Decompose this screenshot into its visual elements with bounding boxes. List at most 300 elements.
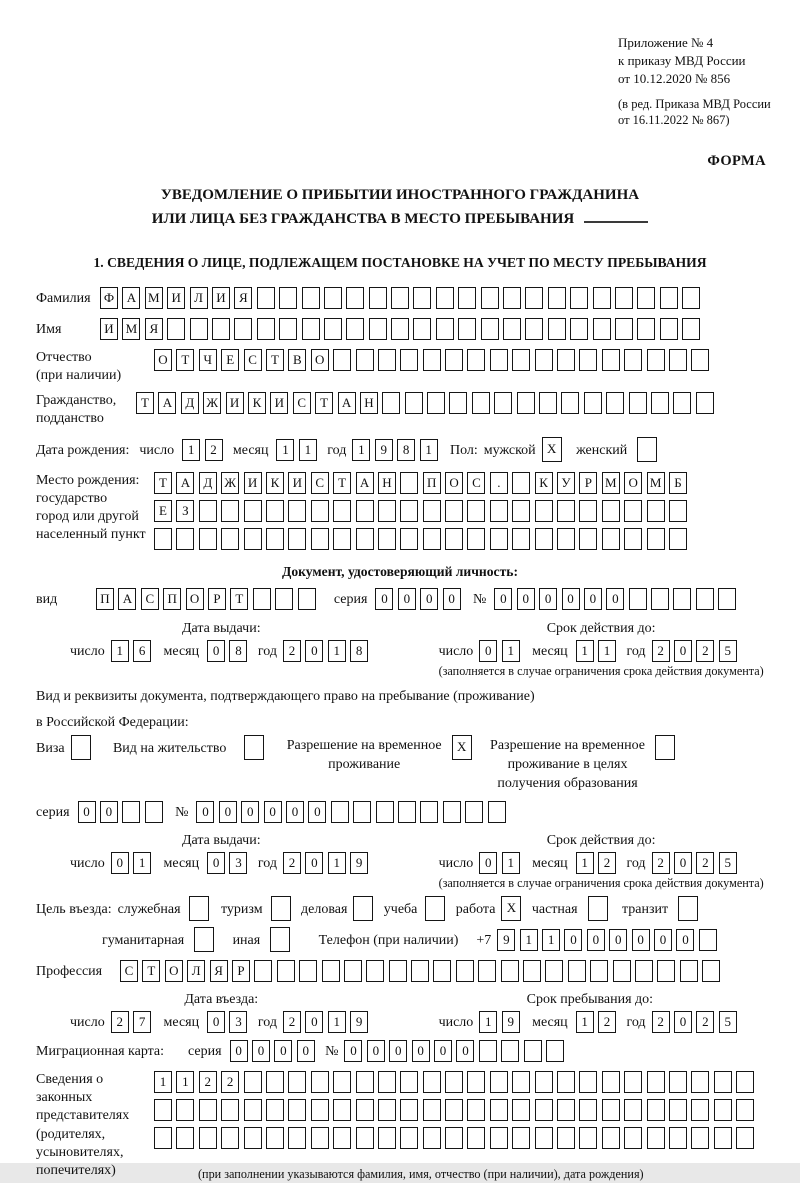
- permit-valid-day-cells[interactable]: [479, 852, 524, 874]
- char-cell[interactable]: Т: [176, 349, 194, 371]
- char-cell[interactable]: С: [141, 588, 159, 610]
- char-cell[interactable]: 2: [598, 852, 616, 874]
- char-cell[interactable]: [696, 588, 714, 610]
- char-cell[interactable]: [221, 1099, 239, 1121]
- char-cell[interactable]: [501, 1040, 519, 1062]
- stay-year-cells[interactable]: [652, 1011, 742, 1033]
- char-cell[interactable]: 0: [587, 929, 605, 951]
- char-cell[interactable]: 9: [350, 852, 368, 874]
- char-cell[interactable]: 2: [598, 1011, 616, 1033]
- char-cell[interactable]: 0: [606, 588, 624, 610]
- char-cell[interactable]: [584, 392, 602, 414]
- char-cell[interactable]: [445, 349, 463, 371]
- char-cell[interactable]: [696, 392, 714, 414]
- doc-valid-day-cells[interactable]: [479, 640, 524, 662]
- char-cell[interactable]: [356, 1071, 374, 1093]
- char-cell[interactable]: [512, 349, 530, 371]
- char-cell[interactable]: [669, 528, 687, 550]
- char-cell[interactable]: [356, 1099, 374, 1121]
- char-cell[interactable]: [624, 1099, 642, 1121]
- char-cell[interactable]: [333, 1127, 351, 1149]
- char-cell[interactable]: [212, 318, 230, 340]
- char-cell[interactable]: [588, 896, 608, 921]
- char-cell[interactable]: О: [154, 349, 172, 371]
- char-cell[interactable]: [606, 392, 624, 414]
- char-cell[interactable]: [324, 287, 342, 309]
- char-cell[interactable]: 0: [443, 588, 461, 610]
- char-cell[interactable]: [369, 287, 387, 309]
- char-cell[interactable]: [199, 500, 217, 522]
- char-cell[interactable]: 0: [252, 1040, 270, 1062]
- char-cell[interactable]: 1: [176, 1071, 194, 1093]
- char-cell[interactable]: 7: [133, 1011, 151, 1033]
- char-cell[interactable]: 8: [350, 640, 368, 662]
- doc-number-cells[interactable]: [494, 588, 740, 610]
- char-cell[interactable]: 0: [584, 588, 602, 610]
- char-cell[interactable]: 1: [576, 1011, 594, 1033]
- birth-month-cells[interactable]: [276, 439, 321, 461]
- char-cell[interactable]: [298, 588, 316, 610]
- char-cell[interactable]: [221, 1127, 239, 1149]
- char-cell[interactable]: [253, 588, 271, 610]
- char-cell[interactable]: [266, 528, 284, 550]
- char-cell[interactable]: Ч: [199, 349, 217, 371]
- char-cell[interactable]: [691, 1099, 709, 1121]
- char-cell[interactable]: [369, 318, 387, 340]
- char-cell[interactable]: [637, 437, 657, 462]
- char-cell[interactable]: А: [356, 472, 374, 494]
- char-cell[interactable]: [557, 528, 575, 550]
- char-cell[interactable]: [257, 287, 275, 309]
- char-cell[interactable]: Е: [221, 349, 239, 371]
- patronymic-cells[interactable]: [154, 349, 714, 371]
- char-cell[interactable]: [356, 528, 374, 550]
- char-cell[interactable]: И: [226, 392, 244, 414]
- char-cell[interactable]: 0: [479, 640, 497, 662]
- char-cell[interactable]: X: [501, 896, 521, 921]
- temp-residence-checkbox[interactable]: [452, 735, 476, 760]
- char-cell[interactable]: [378, 1071, 396, 1093]
- char-cell[interactable]: [333, 1099, 351, 1121]
- char-cell[interactable]: Д: [181, 392, 199, 414]
- char-cell[interactable]: 2: [199, 1071, 217, 1093]
- purpose-private-checkbox[interactable]: [588, 896, 612, 921]
- name-cells[interactable]: [100, 318, 705, 340]
- char-cell[interactable]: [624, 500, 642, 522]
- char-cell[interactable]: [288, 1099, 306, 1121]
- permit-issue-day-cells[interactable]: [111, 852, 156, 874]
- permit-issue-month-cells[interactable]: [207, 852, 252, 874]
- char-cell[interactable]: Т: [266, 349, 284, 371]
- char-cell[interactable]: 9: [375, 439, 393, 461]
- char-cell[interactable]: [629, 588, 647, 610]
- char-cell[interactable]: .: [490, 472, 508, 494]
- char-cell[interactable]: [478, 960, 496, 982]
- char-cell[interactable]: [456, 960, 474, 982]
- char-cell[interactable]: [167, 318, 185, 340]
- char-cell[interactable]: [535, 1099, 553, 1121]
- char-cell[interactable]: 2: [283, 640, 301, 662]
- char-cell[interactable]: [624, 1071, 642, 1093]
- char-cell[interactable]: [602, 349, 620, 371]
- char-cell[interactable]: [682, 287, 700, 309]
- char-cell[interactable]: [465, 801, 483, 823]
- char-cell[interactable]: [579, 1099, 597, 1121]
- char-cell[interactable]: 0: [344, 1040, 362, 1062]
- char-cell[interactable]: [458, 318, 476, 340]
- char-cell[interactable]: 5: [719, 1011, 737, 1033]
- char-cell[interactable]: Т: [333, 472, 351, 494]
- char-cell[interactable]: 0: [420, 588, 438, 610]
- char-cell[interactable]: 1: [576, 852, 594, 874]
- char-cell[interactable]: [490, 528, 508, 550]
- char-cell[interactable]: [467, 1127, 485, 1149]
- char-cell[interactable]: [637, 287, 655, 309]
- char-cell[interactable]: 0: [230, 1040, 248, 1062]
- char-cell[interactable]: [244, 1127, 262, 1149]
- char-cell[interactable]: [266, 500, 284, 522]
- char-cell[interactable]: [427, 392, 445, 414]
- char-cell[interactable]: О: [186, 588, 204, 610]
- char-cell[interactable]: А: [122, 287, 140, 309]
- char-cell[interactable]: [669, 500, 687, 522]
- char-cell[interactable]: [356, 1127, 374, 1149]
- char-cell[interactable]: [333, 500, 351, 522]
- purpose-business-checkbox[interactable]: [353, 896, 377, 921]
- entry-month-cells[interactable]: [207, 1011, 252, 1033]
- permit-valid-year-cells[interactable]: [652, 852, 742, 874]
- char-cell[interactable]: [579, 349, 597, 371]
- entry-day-cells[interactable]: [111, 1011, 156, 1033]
- char-cell[interactable]: [445, 1099, 463, 1121]
- char-cell[interactable]: 0: [274, 1040, 292, 1062]
- char-cell[interactable]: С: [293, 392, 311, 414]
- char-cell[interactable]: 0: [674, 1011, 692, 1033]
- char-cell[interactable]: [423, 1099, 441, 1121]
- char-cell[interactable]: 0: [539, 588, 557, 610]
- char-cell[interactable]: Р: [232, 960, 250, 982]
- char-cell[interactable]: [548, 287, 566, 309]
- char-cell[interactable]: 0: [264, 801, 282, 823]
- char-cell[interactable]: [333, 1071, 351, 1093]
- char-cell[interactable]: [400, 500, 418, 522]
- char-cell[interactable]: [279, 318, 297, 340]
- char-cell[interactable]: 5: [719, 640, 737, 662]
- char-cell[interactable]: [378, 528, 396, 550]
- char-cell[interactable]: [413, 318, 431, 340]
- char-cell[interactable]: [436, 318, 454, 340]
- char-cell[interactable]: [353, 896, 373, 921]
- char-cell[interactable]: 1: [133, 852, 151, 874]
- char-cell[interactable]: [199, 1099, 217, 1121]
- char-cell[interactable]: [669, 1127, 687, 1149]
- char-cell[interactable]: [637, 318, 655, 340]
- char-cell[interactable]: [702, 960, 720, 982]
- char-cell[interactable]: [488, 801, 506, 823]
- char-cell[interactable]: X: [452, 735, 472, 760]
- char-cell[interactable]: С: [467, 472, 485, 494]
- char-cell[interactable]: [356, 500, 374, 522]
- char-cell[interactable]: 1: [420, 439, 438, 461]
- char-cell[interactable]: [490, 1127, 508, 1149]
- char-cell[interactable]: [311, 1071, 329, 1093]
- char-cell[interactable]: [579, 528, 597, 550]
- char-cell[interactable]: [145, 801, 163, 823]
- char-cell[interactable]: Б: [669, 472, 687, 494]
- char-cell[interactable]: 0: [674, 852, 692, 874]
- char-cell[interactable]: [467, 1071, 485, 1093]
- char-cell[interactable]: [376, 801, 394, 823]
- char-cell[interactable]: А: [118, 588, 136, 610]
- char-cell[interactable]: [647, 349, 665, 371]
- char-cell[interactable]: [311, 528, 329, 550]
- char-cell[interactable]: [523, 960, 541, 982]
- char-cell[interactable]: [691, 1127, 709, 1149]
- char-cell[interactable]: С: [120, 960, 138, 982]
- birthplace-cells-row2[interactable]: [154, 500, 691, 522]
- char-cell[interactable]: [570, 318, 588, 340]
- doc-issue-month-cells[interactable]: [207, 640, 252, 662]
- char-cell[interactable]: 2: [221, 1071, 239, 1093]
- male-checkbox[interactable]: [542, 437, 566, 462]
- char-cell[interactable]: Ф: [100, 287, 118, 309]
- char-cell[interactable]: А: [338, 392, 356, 414]
- char-cell[interactable]: [647, 1127, 665, 1149]
- char-cell[interactable]: [647, 500, 665, 522]
- char-cell[interactable]: [561, 392, 579, 414]
- char-cell[interactable]: 3: [229, 852, 247, 874]
- char-cell[interactable]: 0: [654, 929, 672, 951]
- char-cell[interactable]: [199, 1127, 217, 1149]
- char-cell[interactable]: [458, 287, 476, 309]
- stay-day-cells[interactable]: [479, 1011, 524, 1033]
- char-cell[interactable]: [221, 500, 239, 522]
- char-cell[interactable]: Т: [315, 392, 333, 414]
- char-cell[interactable]: [579, 500, 597, 522]
- char-cell[interactable]: [420, 801, 438, 823]
- permit-issue-year-cells[interactable]: [283, 852, 373, 874]
- char-cell[interactable]: 1: [352, 439, 370, 461]
- residence-checkbox[interactable]: [244, 735, 268, 760]
- char-cell[interactable]: 0: [207, 1011, 225, 1033]
- char-cell[interactable]: [590, 960, 608, 982]
- char-cell[interactable]: [405, 392, 423, 414]
- char-cell[interactable]: 2: [696, 640, 714, 662]
- char-cell[interactable]: [501, 960, 519, 982]
- citizenship-cells[interactable]: [136, 392, 718, 414]
- char-cell[interactable]: 0: [111, 852, 129, 874]
- char-cell[interactable]: 1: [542, 929, 560, 951]
- char-cell[interactable]: [302, 287, 320, 309]
- purpose-other-checkbox[interactable]: [270, 927, 294, 952]
- char-cell[interactable]: [660, 287, 678, 309]
- char-cell[interactable]: Л: [190, 287, 208, 309]
- char-cell[interactable]: И: [212, 287, 230, 309]
- char-cell[interactable]: 0: [562, 588, 580, 610]
- char-cell[interactable]: 0: [286, 801, 304, 823]
- char-cell[interactable]: С: [311, 472, 329, 494]
- char-cell[interactable]: [154, 1099, 172, 1121]
- char-cell[interactable]: [602, 1071, 620, 1093]
- char-cell[interactable]: Н: [378, 472, 396, 494]
- char-cell[interactable]: 0: [78, 801, 96, 823]
- char-cell[interactable]: 1: [328, 852, 346, 874]
- char-cell[interactable]: И: [244, 472, 262, 494]
- char-cell[interactable]: 1: [598, 640, 616, 662]
- char-cell[interactable]: [660, 318, 678, 340]
- char-cell[interactable]: [443, 801, 461, 823]
- char-cell[interactable]: [344, 960, 362, 982]
- char-cell[interactable]: [479, 1040, 497, 1062]
- char-cell[interactable]: [615, 287, 633, 309]
- char-cell[interactable]: 6: [133, 640, 151, 662]
- char-cell[interactable]: 0: [494, 588, 512, 610]
- char-cell[interactable]: 0: [632, 929, 650, 951]
- char-cell[interactable]: [423, 1071, 441, 1093]
- char-cell[interactable]: Т: [230, 588, 248, 610]
- char-cell[interactable]: [322, 960, 340, 982]
- char-cell[interactable]: [154, 1127, 172, 1149]
- char-cell[interactable]: 0: [308, 801, 326, 823]
- char-cell[interactable]: [579, 1071, 597, 1093]
- char-cell[interactable]: Ж: [203, 392, 221, 414]
- char-cell[interactable]: [311, 1127, 329, 1149]
- char-cell[interactable]: [288, 1071, 306, 1093]
- char-cell[interactable]: О: [165, 960, 183, 982]
- char-cell[interactable]: К: [266, 472, 284, 494]
- char-cell[interactable]: [189, 896, 209, 921]
- char-cell[interactable]: [467, 500, 485, 522]
- char-cell[interactable]: [512, 1099, 530, 1121]
- representatives-cells-row2[interactable]: [154, 1099, 759, 1121]
- char-cell[interactable]: [512, 472, 530, 494]
- purpose-tourism-checkbox[interactable]: [271, 896, 295, 921]
- char-cell[interactable]: 0: [412, 1040, 430, 1062]
- char-cell[interactable]: [629, 392, 647, 414]
- char-cell[interactable]: [535, 1127, 553, 1149]
- purpose-official-checkbox[interactable]: [189, 896, 213, 921]
- char-cell[interactable]: 0: [375, 588, 393, 610]
- char-cell[interactable]: [494, 392, 512, 414]
- representatives-cells-row1[interactable]: [154, 1071, 759, 1093]
- char-cell[interactable]: 0: [100, 801, 118, 823]
- stay-month-cells[interactable]: [576, 1011, 621, 1033]
- char-cell[interactable]: [190, 318, 208, 340]
- mig-series-cells[interactable]: [230, 1040, 320, 1062]
- char-cell[interactable]: [299, 960, 317, 982]
- char-cell[interactable]: 0: [517, 588, 535, 610]
- char-cell[interactable]: [651, 392, 669, 414]
- char-cell[interactable]: И: [100, 318, 118, 340]
- char-cell[interactable]: [691, 349, 709, 371]
- char-cell[interactable]: [257, 318, 275, 340]
- char-cell[interactable]: [718, 588, 736, 610]
- char-cell[interactable]: [535, 349, 553, 371]
- char-cell[interactable]: [366, 960, 384, 982]
- char-cell[interactable]: [467, 1099, 485, 1121]
- char-cell[interactable]: И: [288, 472, 306, 494]
- char-cell[interactable]: Т: [154, 472, 172, 494]
- char-cell[interactable]: [490, 1071, 508, 1093]
- doc-issue-year-cells[interactable]: [283, 640, 373, 662]
- char-cell[interactable]: 2: [111, 1011, 129, 1033]
- phone-cells[interactable]: [497, 929, 721, 951]
- char-cell[interactable]: [346, 318, 364, 340]
- char-cell[interactable]: [490, 349, 508, 371]
- char-cell[interactable]: 2: [696, 1011, 714, 1033]
- char-cell[interactable]: [655, 735, 675, 760]
- char-cell[interactable]: [545, 960, 563, 982]
- char-cell[interactable]: Ж: [221, 472, 239, 494]
- char-cell[interactable]: [244, 1099, 262, 1121]
- char-cell[interactable]: У: [557, 472, 575, 494]
- char-cell[interactable]: [736, 1071, 754, 1093]
- visa-checkbox[interactable]: [71, 735, 95, 760]
- char-cell[interactable]: [400, 349, 418, 371]
- char-cell[interactable]: [445, 1071, 463, 1093]
- char-cell[interactable]: [624, 528, 642, 550]
- representatives-cells-row3[interactable]: [154, 1127, 759, 1149]
- char-cell[interactable]: 1: [328, 640, 346, 662]
- char-cell[interactable]: [378, 500, 396, 522]
- char-cell[interactable]: [346, 287, 364, 309]
- char-cell[interactable]: [736, 1127, 754, 1149]
- char-cell[interactable]: [557, 1071, 575, 1093]
- char-cell[interactable]: [400, 1099, 418, 1121]
- char-cell[interactable]: [657, 960, 675, 982]
- char-cell[interactable]: 9: [497, 929, 515, 951]
- purpose-work-checkbox[interactable]: [501, 896, 525, 921]
- char-cell[interactable]: [682, 318, 700, 340]
- char-cell[interactable]: [673, 392, 691, 414]
- char-cell[interactable]: [503, 287, 521, 309]
- char-cell[interactable]: [490, 1099, 508, 1121]
- char-cell[interactable]: [333, 528, 351, 550]
- char-cell[interactable]: 0: [219, 801, 237, 823]
- char-cell[interactable]: [288, 528, 306, 550]
- purpose-transit-checkbox[interactable]: [678, 896, 702, 921]
- char-cell[interactable]: [423, 528, 441, 550]
- profession-cells[interactable]: [120, 960, 725, 982]
- char-cell[interactable]: [423, 349, 441, 371]
- mig-number-cells[interactable]: [344, 1040, 568, 1062]
- char-cell[interactable]: З: [176, 500, 194, 522]
- char-cell[interactable]: [288, 1127, 306, 1149]
- char-cell[interactable]: [481, 318, 499, 340]
- char-cell[interactable]: [539, 392, 557, 414]
- char-cell[interactable]: [425, 896, 445, 921]
- doc-series-cells[interactable]: [375, 588, 465, 610]
- char-cell[interactable]: 0: [207, 852, 225, 874]
- char-cell[interactable]: М: [602, 472, 620, 494]
- char-cell[interactable]: [221, 528, 239, 550]
- char-cell[interactable]: [449, 392, 467, 414]
- char-cell[interactable]: [353, 801, 371, 823]
- char-cell[interactable]: 1: [182, 439, 200, 461]
- char-cell[interactable]: 0: [305, 640, 323, 662]
- char-cell[interactable]: 1: [111, 640, 129, 662]
- char-cell[interactable]: [525, 318, 543, 340]
- char-cell[interactable]: Т: [142, 960, 160, 982]
- char-cell[interactable]: 8: [397, 439, 415, 461]
- char-cell[interactable]: [436, 287, 454, 309]
- char-cell[interactable]: [234, 318, 252, 340]
- char-cell[interactable]: [400, 1127, 418, 1149]
- char-cell[interactable]: [331, 801, 349, 823]
- char-cell[interactable]: [593, 318, 611, 340]
- char-cell[interactable]: [525, 287, 543, 309]
- female-checkbox[interactable]: [637, 437, 661, 462]
